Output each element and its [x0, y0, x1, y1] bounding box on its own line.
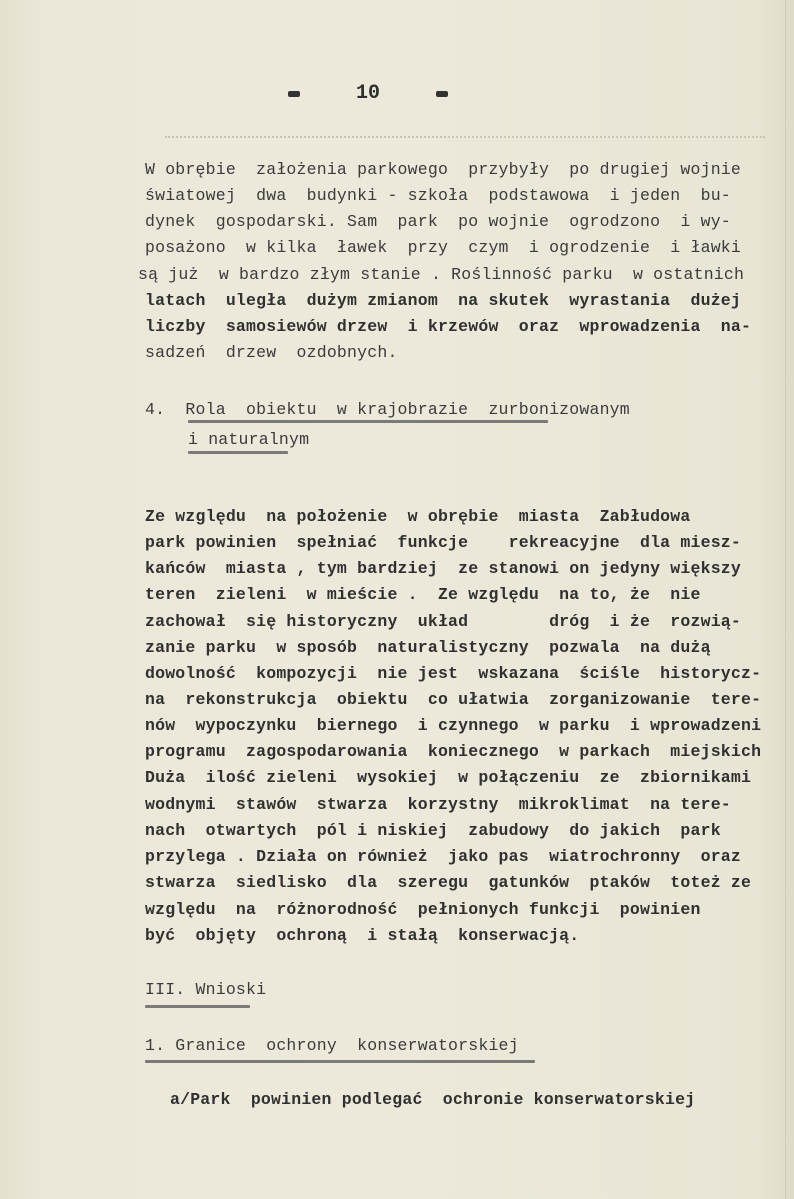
paragraph-2-line: programu zagospodarowania koniecznego w parkach miejskich — [145, 742, 762, 761]
paragraph-2-line: stwarza siedlisko dla szeregu gatunków ptaków toteż ze — [145, 873, 752, 892]
section-4-heading: 4. Rola obiektu w krajobrazie zurbonizowanym — [145, 400, 630, 419]
paragraph-1-line: sadzeń drzew ozdobnych. — [145, 343, 398, 362]
paragraph-2-line: na rekonstrukcja obiektu co ułatwia zorganizowanie tere- — [145, 690, 762, 709]
paragraph-2-line: wodnymi stawów stwarza korzystny mikroklimat na tere- — [145, 795, 731, 814]
paragraph-1-line: posażono w kilka ławek przy czym i ogrodzenie i ławki — [145, 238, 741, 257]
paragraph-2-line: dowolność kompozycji nie jest wskazana ściśle historycz- — [145, 664, 762, 683]
paragraph-2-line: przylega . Działa on również jako pas wiatrochronny oraz — [145, 847, 741, 866]
page-number-dash-right — [436, 91, 448, 97]
paragraph-2-line: kańców miasta , tym bardziej ze stanowi on jedyny większy — [145, 559, 741, 578]
page-number-value: 10 — [355, 82, 380, 105]
paragraph-1-line: liczby samosiewów drzew i krzewów oraz wprowadzenia na- — [145, 317, 752, 336]
paragraph-2-line: Ze względu na położenie w obrębie miasta Zabłudowa — [145, 507, 691, 526]
paragraph-2-line: względu na różnorodność pełnionych funkcji powinien — [145, 900, 701, 919]
paragraph-2-line: park powinien spełniać funkcje rekreacyjne dla miesz- — [145, 533, 741, 552]
paragraph-2-line: nach otwartych pól i niskiej zabudowy do jakich park — [145, 821, 721, 840]
paragraph-1-line: światowej dwa budynki - szkoła podstawowa i jeden bu- — [145, 186, 731, 205]
section-III-1-heading: 1. Granice ochrony konserwatorskiej — [145, 1036, 519, 1055]
heading-underline — [188, 420, 548, 423]
paragraph-1-line: są już w bardzo złym stanie . Roślinność parku w ostatnich — [138, 265, 745, 284]
paragraph-2-line: teren zieleni w mieście . Ze względu na to, że nie — [145, 585, 701, 604]
paragraph-2-line: nów wypoczynku biernego i czynnego w parku i wprowadzeni — [145, 716, 762, 735]
page-number — [288, 82, 448, 105]
page-number-dash-left — [288, 91, 300, 97]
paragraph-2-line: być objęty ochroną i stałą konserwacją. — [145, 926, 580, 945]
heading-underline — [145, 1060, 535, 1063]
paragraph-2-line: zanie parku w sposób naturalistyczny pozwala na dużą — [145, 638, 711, 657]
paragraph-2-line: Duża ilość zieleni wysokiej w połączeniu ze zbiornikami — [145, 768, 752, 787]
paragraph-1-line: dynek gospodarski. Sam park po wojnie ogrodzono i wy- — [145, 212, 731, 231]
paragraph-1-line: W obrębie założenia parkowego przybyły po drugiej wojnie — [145, 160, 741, 179]
list-item-a: a/Park powinien podlegać ochronie konserwatorskiej — [170, 1090, 696, 1109]
section-4-heading-continued: i naturalnym — [188, 430, 310, 449]
bleed-through-text — [165, 136, 765, 140]
page-edge — [785, 0, 786, 1199]
paragraph-2-line: zachował się historyczny układ dróg i że rozwią- — [145, 612, 741, 631]
heading-underline — [145, 1005, 250, 1008]
paragraph-1-line: latach uległa dużym zmianom na skutek wyrastania dużej — [145, 291, 741, 310]
section-III-heading: III. Wnioski — [145, 980, 267, 999]
heading-underline — [188, 451, 288, 454]
